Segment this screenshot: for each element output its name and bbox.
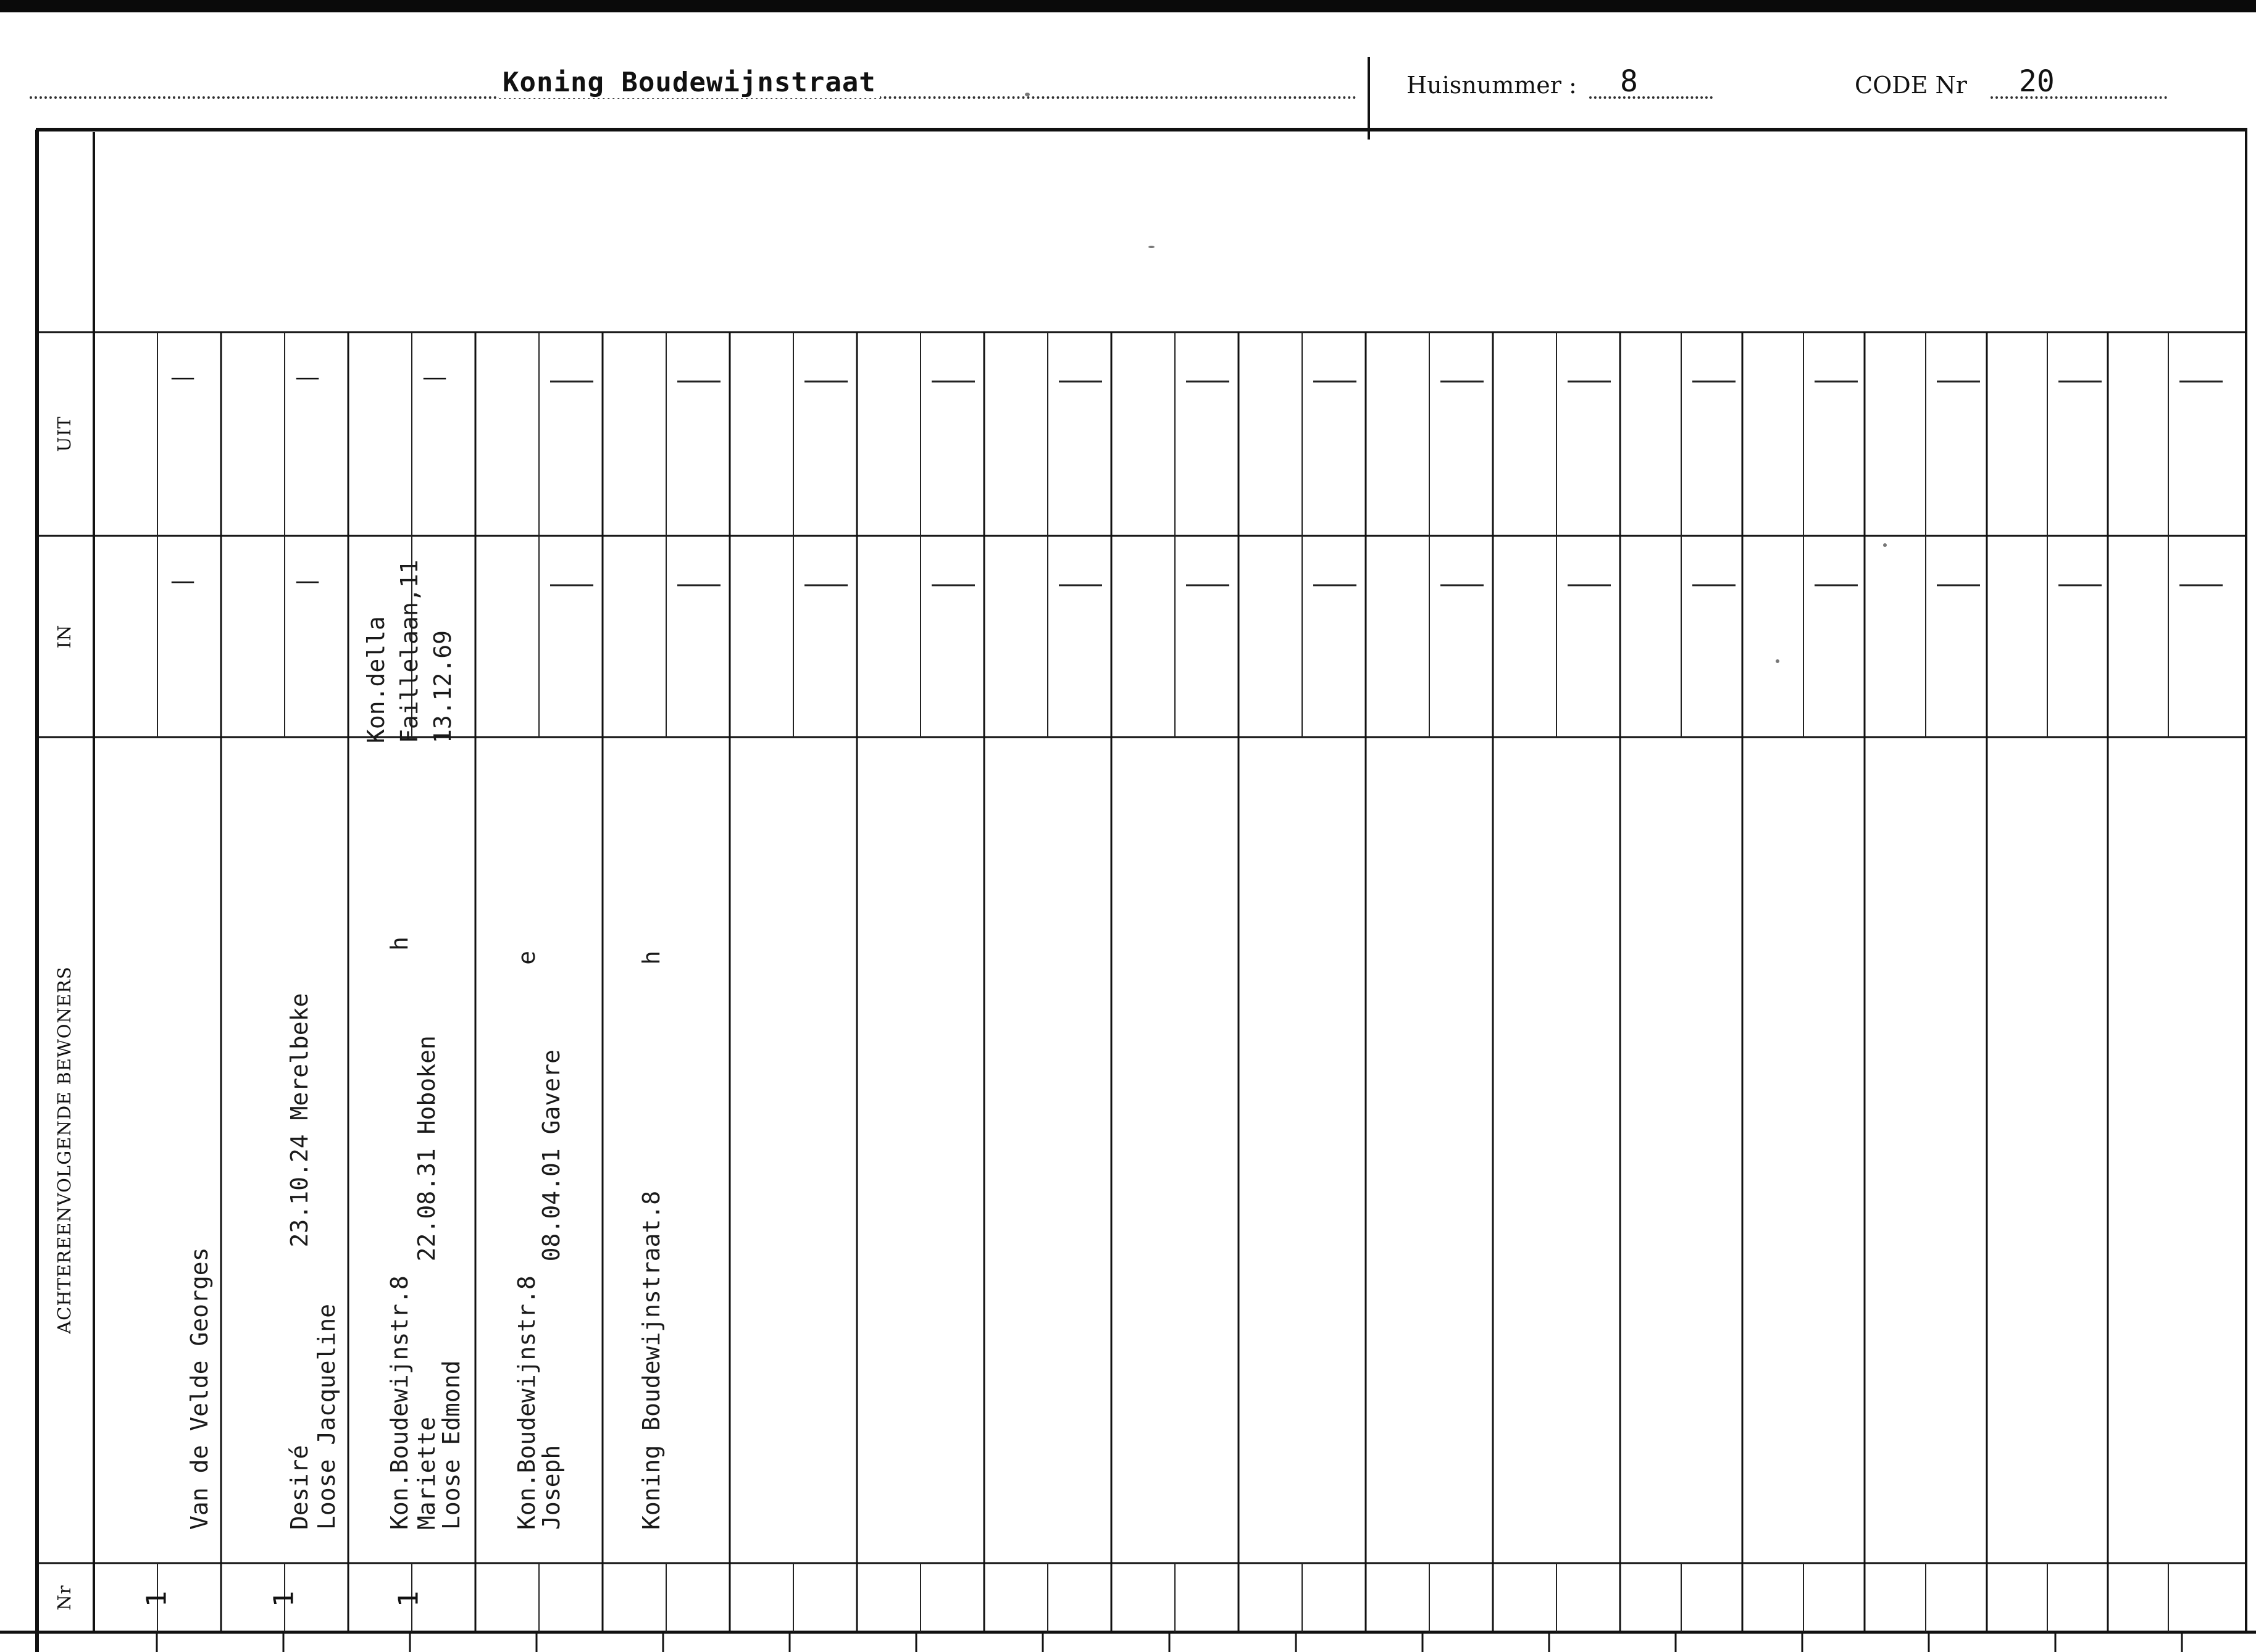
- entry-1-resident-line: Desiré 23.10.24 Merelbeke: [286, 993, 313, 1530]
- code-label: CODE Nr: [1855, 72, 1967, 99]
- entry-1-resident-line: Van de Velde Georges: [186, 1247, 213, 1530]
- residents-section-label: ACHTEREENVOLGENDE BEWONERS: [54, 966, 75, 1334]
- entry-2-uit: —: [295, 363, 320, 391]
- entry-1-nr: 1: [141, 1590, 173, 1608]
- entry-2-in: —: [295, 567, 320, 595]
- code-value: 20: [2019, 64, 2055, 99]
- entry-2-resident-line: Kon.Boudewijnstr.8 e: [513, 951, 540, 1530]
- entry-1-resident-line: Kon.Boudewijnstr.8 h: [386, 937, 413, 1530]
- entry-3-in-text: [359, 560, 459, 743]
- entry-3-in-line: 13.12.69: [429, 630, 456, 743]
- entry-3-nr: 1: [393, 1590, 425, 1608]
- entry-3-resident-line: Koning Boudewijnstraat.8 h: [638, 951, 665, 1530]
- street-name: Koning Boudewijnstraat: [499, 67, 880, 98]
- scan-speck: [1776, 659, 1779, 663]
- entry-3-in-line: Faillelaan,11: [396, 559, 423, 743]
- scan-speck: [1025, 93, 1030, 96]
- nr-section-label: Nr: [54, 1585, 75, 1611]
- uit-section-label: UIT: [54, 415, 75, 453]
- house-number-value: 8: [1620, 64, 1638, 99]
- house-number-label: Huisnummer :: [1406, 72, 1577, 99]
- entry-3-resident: [368, 951, 701, 1530]
- entry-3-resident-line: Joseph 08.04.01 Gavere: [538, 1049, 565, 1530]
- entry-3-in-line: Kon.della: [362, 616, 390, 743]
- entry-2-resident-line: Mariette 22.08.31 Hoboken: [413, 1035, 440, 1530]
- entry-2-resident-line: Loose Jacqueline: [313, 1303, 340, 1530]
- scan-speck: [1883, 543, 1887, 547]
- entry-1-uit: —: [170, 363, 195, 391]
- entry-3-resident-line: Loose Edmond: [438, 1360, 465, 1530]
- in-section-label: IN: [54, 624, 75, 649]
- entry-3-uit: —: [422, 363, 447, 391]
- entry-2-nr: 1: [268, 1590, 300, 1608]
- scan-speck: [1148, 246, 1155, 248]
- entry-1-in: —: [170, 567, 195, 595]
